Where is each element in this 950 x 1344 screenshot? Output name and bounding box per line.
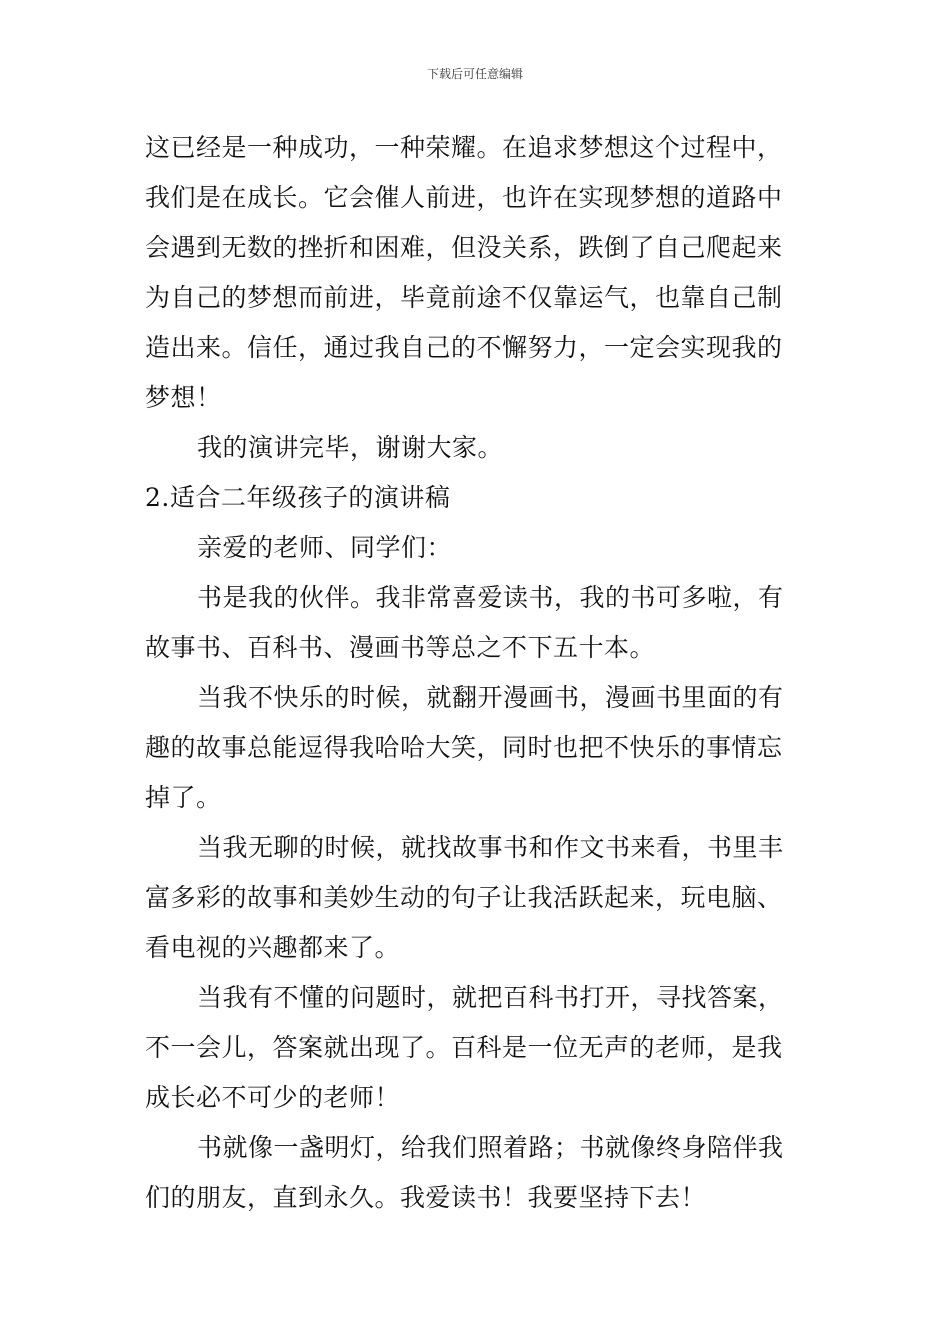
text-line: 看电视的兴趣都来了。	[145, 933, 401, 962]
paragraph-start: 当我无聊的时候，就找故事书和作文书来看，书里丰	[197, 833, 784, 862]
header-note: 下载后可任意编辑	[426, 67, 523, 81]
paragraph-start: 书就像一盏明灯，给我们照着路；书就像终身陪伴我	[197, 1133, 784, 1162]
text-line: 这已经是一种成功，一种荣耀。在追求梦想这个过程中，	[145, 133, 783, 162]
text-line: 造出来。信任，通过我自己的不懈努力，一定会实现我的	[145, 333, 783, 362]
text-line: 梦想！	[145, 383, 222, 412]
text-line: 掉了。	[145, 783, 222, 812]
text-line: 们的朋友，直到永久。我爱读书！我要坚持下去！	[145, 1183, 707, 1212]
text-line: 不一会儿，答案就出现了。百科是一位无声的老师，是我	[145, 1033, 783, 1062]
text-line: 趣的故事总能逗得我哈哈大笑，同时也把不快乐的事情忘	[145, 733, 783, 762]
section-heading: 2.适合二年级孩子的演讲稿	[145, 483, 451, 512]
text-line: 会遇到无数的挫折和困难，但没关系，跌倒了自己爬起来	[145, 233, 783, 262]
text-line: 成长必不可少的老师！	[145, 1083, 401, 1112]
text-line: 为自己的梦想而前进，毕竟前途不仅靠运气，也靠自己制	[145, 283, 783, 312]
closing-remark: 我的演讲完毕，谢谢大家。	[197, 433, 504, 462]
paragraph-start: 书是我的伙伴。我非常喜爱读书，我的书可多啦，有	[197, 583, 784, 612]
salutation: 亲爱的老师、同学们：	[197, 533, 453, 562]
text-line: 我们是在成长。它会催人前进，也许在实现梦想的道路中	[145, 183, 783, 212]
text-line: 富多彩的故事和美妙生动的句子让我活跃起来，玩电脑、	[145, 883, 783, 912]
text-line: 故事书、百科书、漫画书等总之不下五十本。	[145, 633, 656, 662]
paragraph-start: 当我不快乐的时候，就翻开漫画书，漫画书里面的有	[197, 683, 784, 712]
paragraph-start: 当我有不懂的问题时，就把百科书打开，寻找答案，	[197, 983, 784, 1012]
document-body	[145, 123, 810, 1223]
